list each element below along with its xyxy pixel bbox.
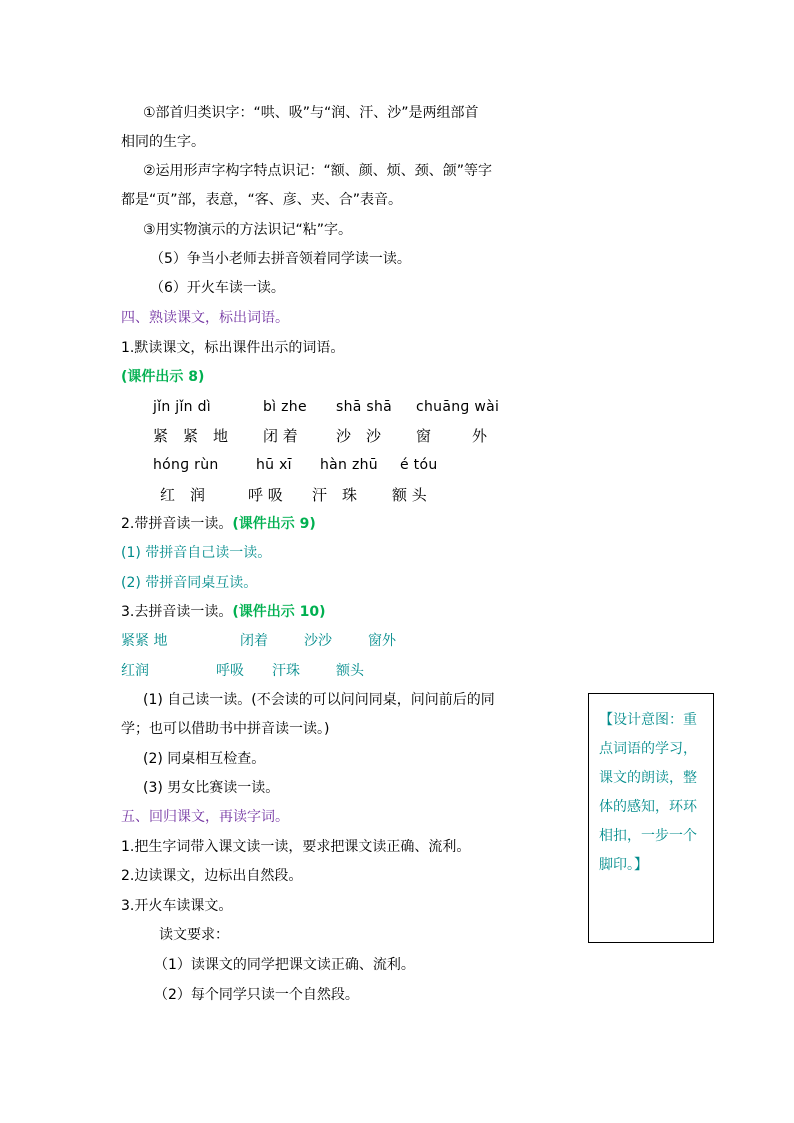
text-line: (2) 带拼音同桌互读。 <box>121 575 258 591</box>
text-line: (1) 自己读一读。(不会读的可以问问同桌，问问前后的同 <box>143 692 495 708</box>
text-line: (3) 男女比赛读一读。 <box>143 780 280 796</box>
pinyin: chuānɡ wài <box>416 399 500 415</box>
text-line: ②运用形声字构字特点识记：“额、颜、烦、颈、颌”等字 <box>143 163 493 179</box>
plain-word: 闭着 <box>240 633 268 649</box>
pinyin: hónɡ rùn <box>153 457 219 473</box>
plain-word: 汗珠 <box>272 663 300 679</box>
hanzi-word: 闭 着 <box>263 427 298 445</box>
design-intent-text: 【设计意图：重点词语的学习，课文的朗读，整体的感知，环环相扣，一步一个脚印。】 <box>599 712 697 873</box>
pinyin: jǐn jǐn dì <box>153 399 211 415</box>
pinyin: é tóu <box>400 457 438 473</box>
courseware-label: (课件出示 10) <box>232 604 326 620</box>
hanzi-word: 呼 吸 <box>248 486 283 504</box>
text-line: (1) 带拼音自己读一读。 <box>121 545 272 561</box>
plain-word: 额头 <box>336 663 364 679</box>
plain-word: 窗外 <box>368 633 396 649</box>
plain-word: 沙沙 <box>304 633 332 649</box>
plain-word: 紧紧 地 <box>121 633 168 649</box>
hanzi-word: 汗 珠 <box>312 486 358 504</box>
text-line: （5）争当小老师去拼音领着同学读一读。 <box>150 251 411 267</box>
plain-word: 红润 <box>121 663 149 679</box>
hanzi-word: 额 头 <box>392 486 427 504</box>
text-line: （1）读课文的同学把课文读正确、流利。 <box>154 957 415 973</box>
hanzi-word: 窗 <box>416 427 432 445</box>
text-line: 学；也可以借助书中拼音读一读。) <box>121 721 330 737</box>
text-line: 1.默读课文，标出课件出示的词语。 <box>121 340 345 356</box>
courseware-label: (课件出示 9) <box>232 516 316 532</box>
text-line: ①部首归类识字：“哄、吸”与“润、汗、沙”是两组部首 <box>143 105 479 121</box>
text-line: 3.开火车读课文。 <box>121 898 233 914</box>
text-line: 2.边读课文，边标出自然段。 <box>121 868 303 884</box>
hanzi-word: 外 <box>472 427 488 445</box>
text-line: （2）每个同学只读一个自然段。 <box>154 987 359 1003</box>
text-span: 2.带拼音读一读。 <box>121 516 233 532</box>
text-line: 相同的生字。 <box>121 134 205 150</box>
text-line: （6）开火车读一读。 <box>150 280 285 296</box>
section-heading: 四、熟读课文，标出词语。 <box>121 310 289 326</box>
pinyin: shā shā <box>336 399 393 415</box>
design-intent-box <box>588 693 714 943</box>
courseware-label: (课件出示 8) <box>121 369 205 385</box>
text-line: 1.把生字词带入课文读一读，要求把课文读正确、流利。 <box>121 839 471 855</box>
section-heading: 五、回归课文，再读字词。 <box>121 809 289 825</box>
plain-word: 呼吸 <box>216 663 244 679</box>
pinyin: hàn zhū <box>320 457 378 473</box>
text-line: 读文要求： <box>159 927 229 943</box>
text-line: ③用实物演示的方法识记“粘”字。 <box>143 222 353 238</box>
hanzi-word: 红 润 <box>160 486 206 504</box>
text-line <box>121 602 326 622</box>
pinyin: hū xī <box>256 457 292 473</box>
hanzi-word: 沙 沙 <box>336 427 382 445</box>
text-line: (2) 同桌相互检查。 <box>143 751 266 767</box>
hanzi-word: 紧 紧 地 <box>153 427 229 445</box>
pinyin: bì zhe <box>263 399 307 415</box>
text-line: 都是“页”部，表意，“客、彦、夹、合”表音。 <box>121 192 403 208</box>
text-line <box>121 514 316 534</box>
text-span: 3.去拼音读一读。 <box>121 604 233 620</box>
